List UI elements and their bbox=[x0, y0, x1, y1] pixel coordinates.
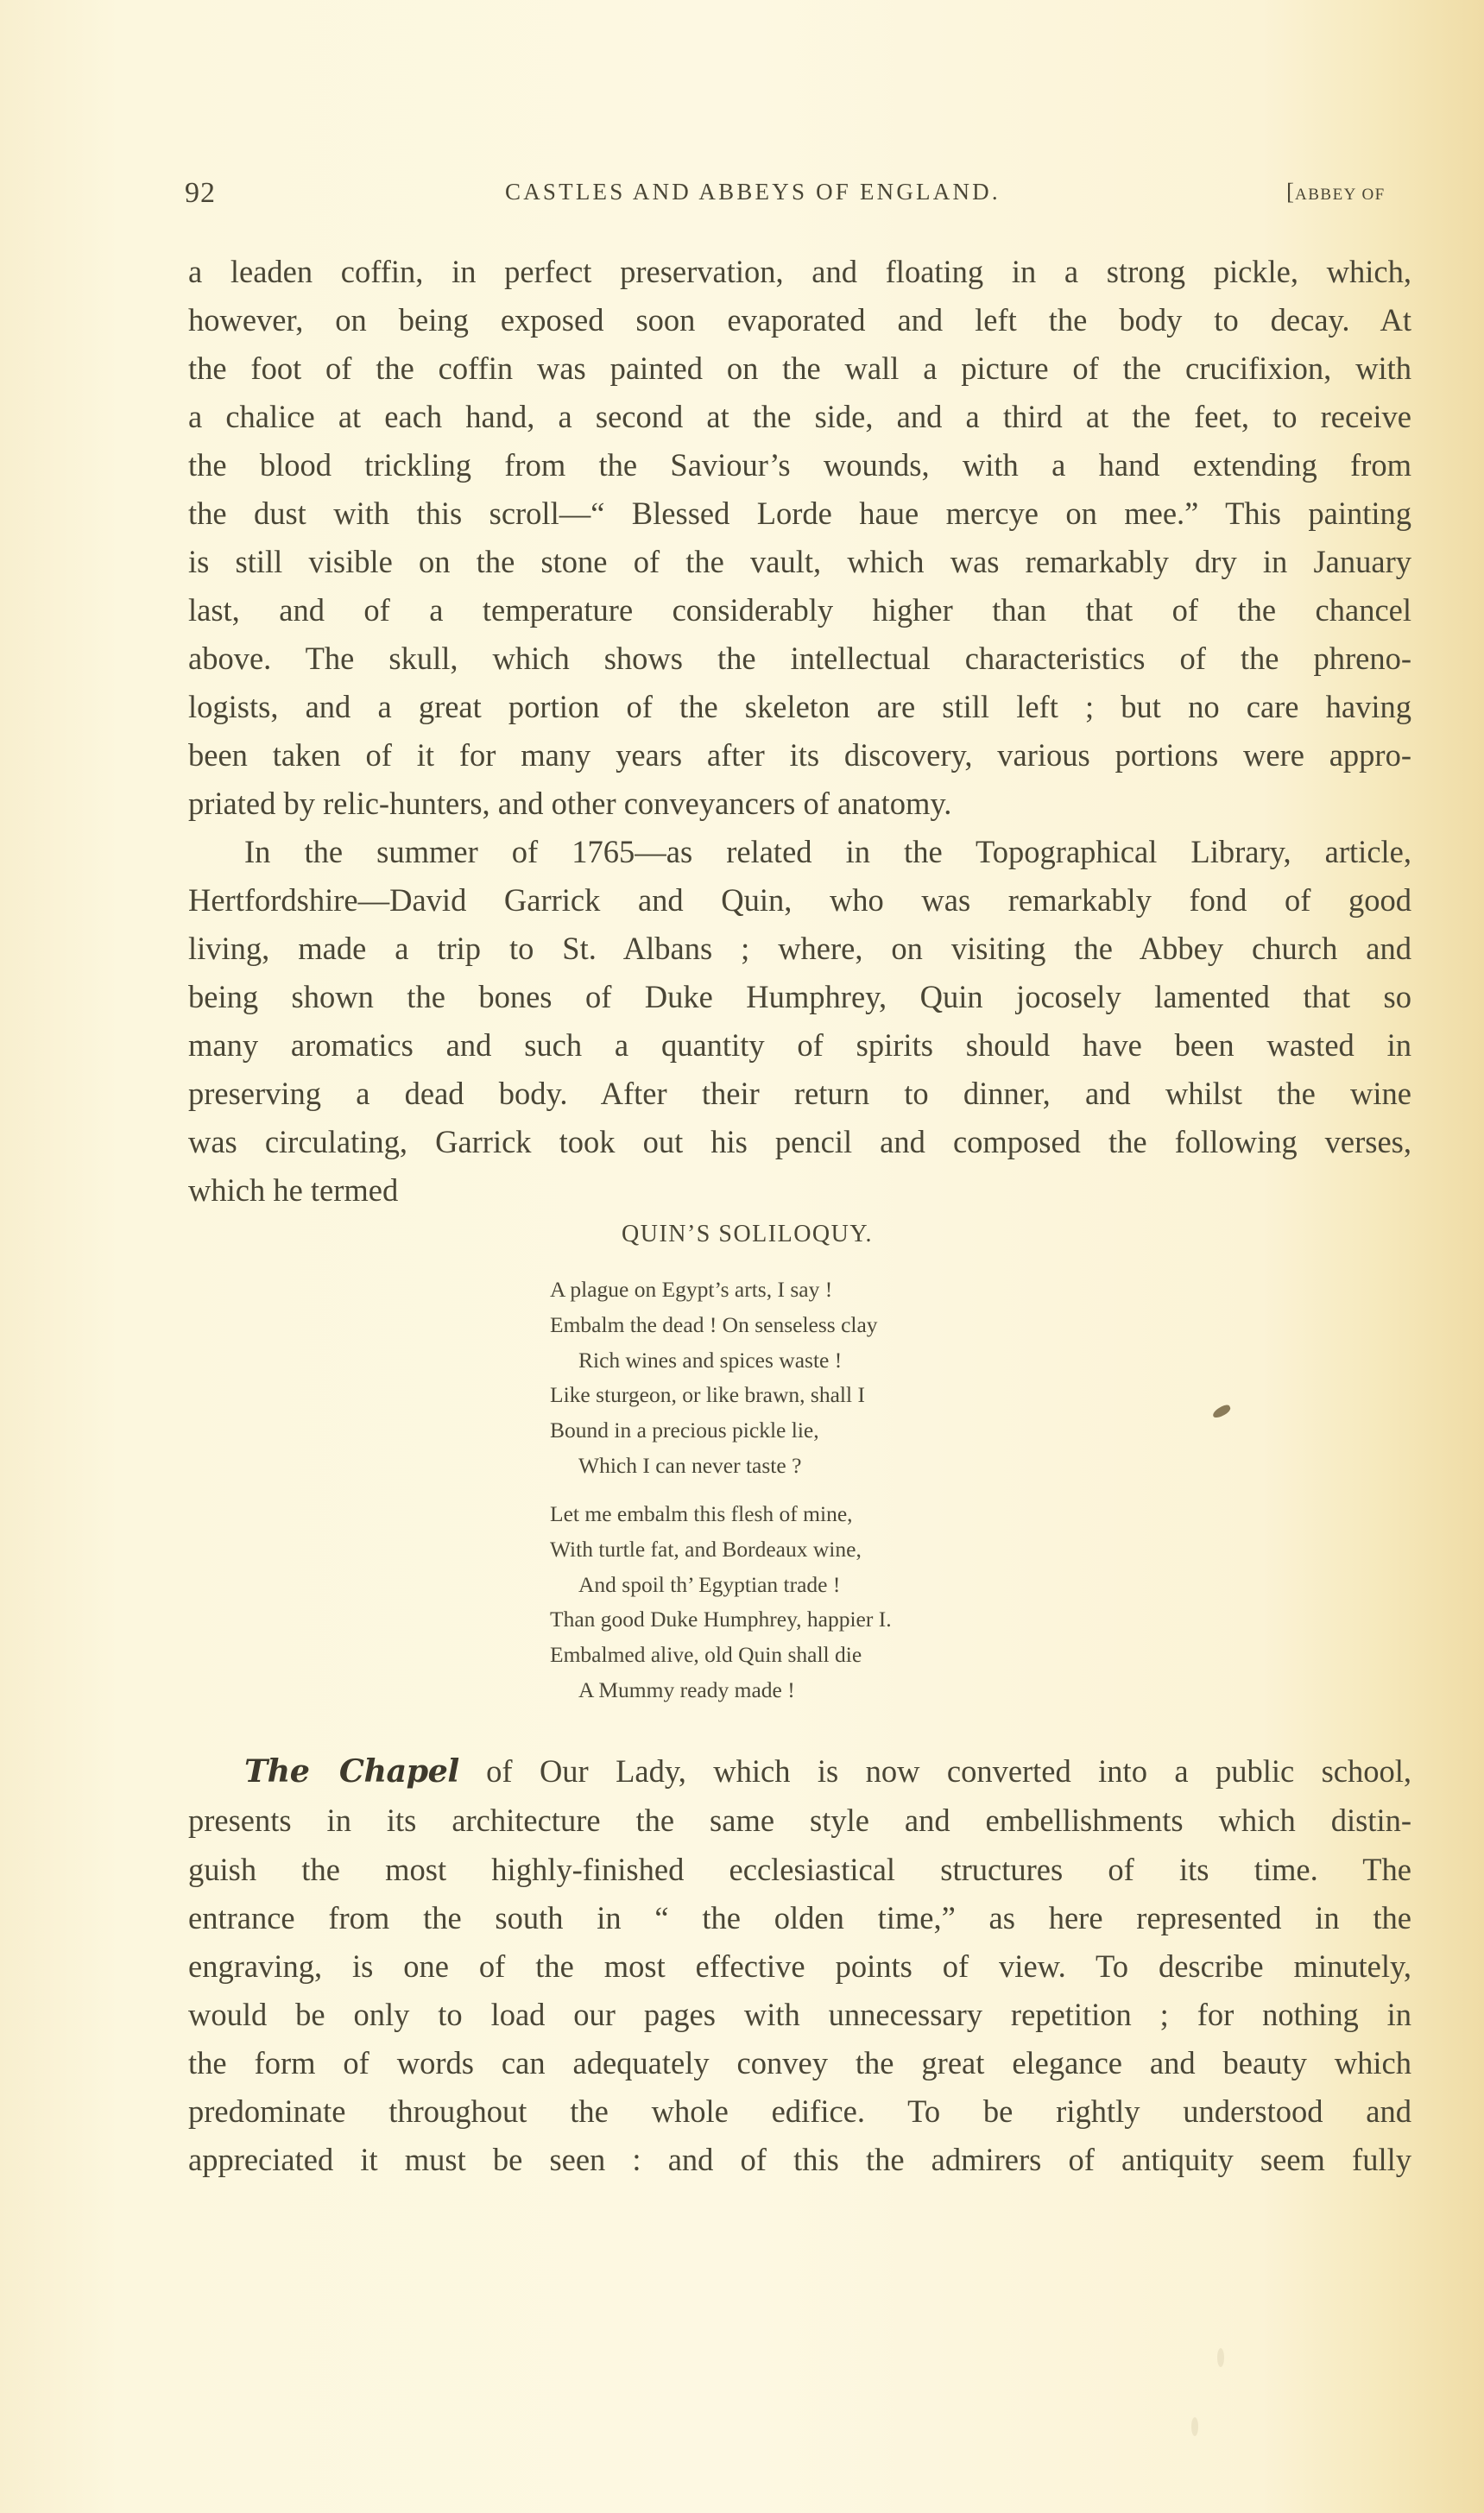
paper-stain bbox=[1191, 2417, 1198, 2436]
text-line: priated by relic-hunters, and other conveyancers of anatomy. bbox=[188, 786, 952, 821]
text-line: entrance from the south in “ the olden time,” as here represented in the bbox=[188, 1900, 1411, 1935]
section-label bbox=[1286, 179, 1386, 205]
text-line: being shown the bones of Duke Humphrey, Quin jocosely lamented that so bbox=[188, 979, 1411, 1014]
poem-line: With turtle fat, and Bordeaux wine, bbox=[550, 1537, 862, 1562]
page-number: 92 bbox=[185, 177, 216, 209]
ink-speck bbox=[1211, 1403, 1232, 1419]
poem-line: Embalmed alive, old Quin shall die bbox=[550, 1642, 862, 1667]
poem-line: Embalm the dead ! On senseless clay bbox=[550, 1312, 878, 1337]
running-title: CASTLES AND ABBEYS OF ENGLAND. bbox=[505, 179, 1001, 205]
poem-line: Rich wines and spices waste ! bbox=[578, 1348, 843, 1373]
text-line: the dust with this scroll—“ Blessed Lorde haue mercye on mee.” This painting bbox=[188, 496, 1411, 531]
text-line: is still visible on the stone of the vault, which was remarkably dry in January bbox=[188, 544, 1411, 579]
text-line: a chalice at each hand, a second at the side, and a third at the feet, to receive bbox=[188, 399, 1411, 434]
poem-line: Like sturgeon, or like brawn, shall I bbox=[550, 1382, 865, 1407]
poem-line: Than good Duke Humphrey, happier I. bbox=[550, 1607, 892, 1632]
text-line: predominate throughout the whole edifice. To be rightly understood and bbox=[188, 2093, 1411, 2129]
text-line: guish the most highly-finished ecclesiastical structures of its time. The bbox=[188, 1852, 1411, 1887]
text-line: last, and of a temperature considerably higher than that of the chancel bbox=[188, 592, 1411, 628]
poem-line: And spoil th’ Egyptian trade ! bbox=[578, 1572, 841, 1597]
text-line: living, made a trip to St. Albans ; where, on visiting the Abbey church and bbox=[188, 931, 1411, 966]
running-header bbox=[0, 177, 1484, 212]
text-line: the form of words can adequately convey the great elegance and beauty which bbox=[188, 2045, 1411, 2080]
poem-title: QUIN’S SOLILOQUY. bbox=[622, 1221, 873, 1247]
text-line: preserving a dead body. After their return to dinner, and whilst the wine bbox=[188, 1076, 1411, 1111]
poem-line: A plague on Egypt’s arts, I say ! bbox=[550, 1277, 833, 1302]
text-line: above. The skull, which shows the intellectual characteristics of the phreno- bbox=[188, 641, 1411, 676]
text-line: engraving, is one of the most effective points of view. To describe minutely, bbox=[188, 1948, 1411, 1984]
section-bracket: [ bbox=[1286, 179, 1295, 205]
text-line: logists, and a great portion of the skeleton are still left ; but no care having bbox=[188, 689, 1411, 724]
text-line: Hertfordshire—David Garrick and Quin, who was remarkably fond of good bbox=[188, 882, 1411, 918]
text-line: would be only to load our pages with unnecessary repetition ; for nothing in bbox=[188, 1997, 1411, 2032]
text-line: a leaden coffin, in perfect preservation, and floating in a strong pickle, which, bbox=[188, 254, 1411, 289]
poem-line: A Mummy ready made ! bbox=[578, 1677, 795, 1702]
blackletter-lead: The Chapel bbox=[244, 1752, 459, 1790]
poem-line: Which I can never taste ? bbox=[578, 1453, 802, 1478]
text-line: appreciated it must be seen : and of this the admirers of antiquity seem fully bbox=[188, 2142, 1411, 2177]
text-line: In the summer of 1765—as related in the Topographical Library, article, bbox=[244, 834, 1411, 869]
text-line: been taken of it for many years after its discovery, various portions were appro- bbox=[188, 737, 1411, 773]
text-line: the foot of the coffin was painted on the wall a picture of the crucifixion, with bbox=[188, 350, 1411, 386]
text-line: presents in its architecture the same style and embellishments which distin- bbox=[188, 1803, 1411, 1838]
text-line: many aromatics and such a quantity of spirits should have been wasted in bbox=[188, 1027, 1411, 1063]
paper-stain bbox=[1217, 2348, 1224, 2367]
text-line bbox=[244, 1752, 1411, 1790]
poem-line: Let me embalm this flesh of mine, bbox=[550, 1501, 853, 1526]
text-line: was circulating, Garrick took out his pencil and composed the following verses, bbox=[188, 1124, 1411, 1159]
text-line: the blood trickling from the Saviour’s wounds, with a hand extending from bbox=[188, 447, 1411, 483]
text-run: of Our Lady, which is now converted into a public school, bbox=[458, 1753, 1411, 1789]
section-label-text: ABBEY OF bbox=[1295, 186, 1386, 204]
poem-line: Bound in a precious pickle lie, bbox=[550, 1418, 819, 1443]
text-line: however, on being exposed soon evaporated and left the body to decay. At bbox=[188, 302, 1411, 338]
text-line: which he termed bbox=[188, 1172, 399, 1208]
